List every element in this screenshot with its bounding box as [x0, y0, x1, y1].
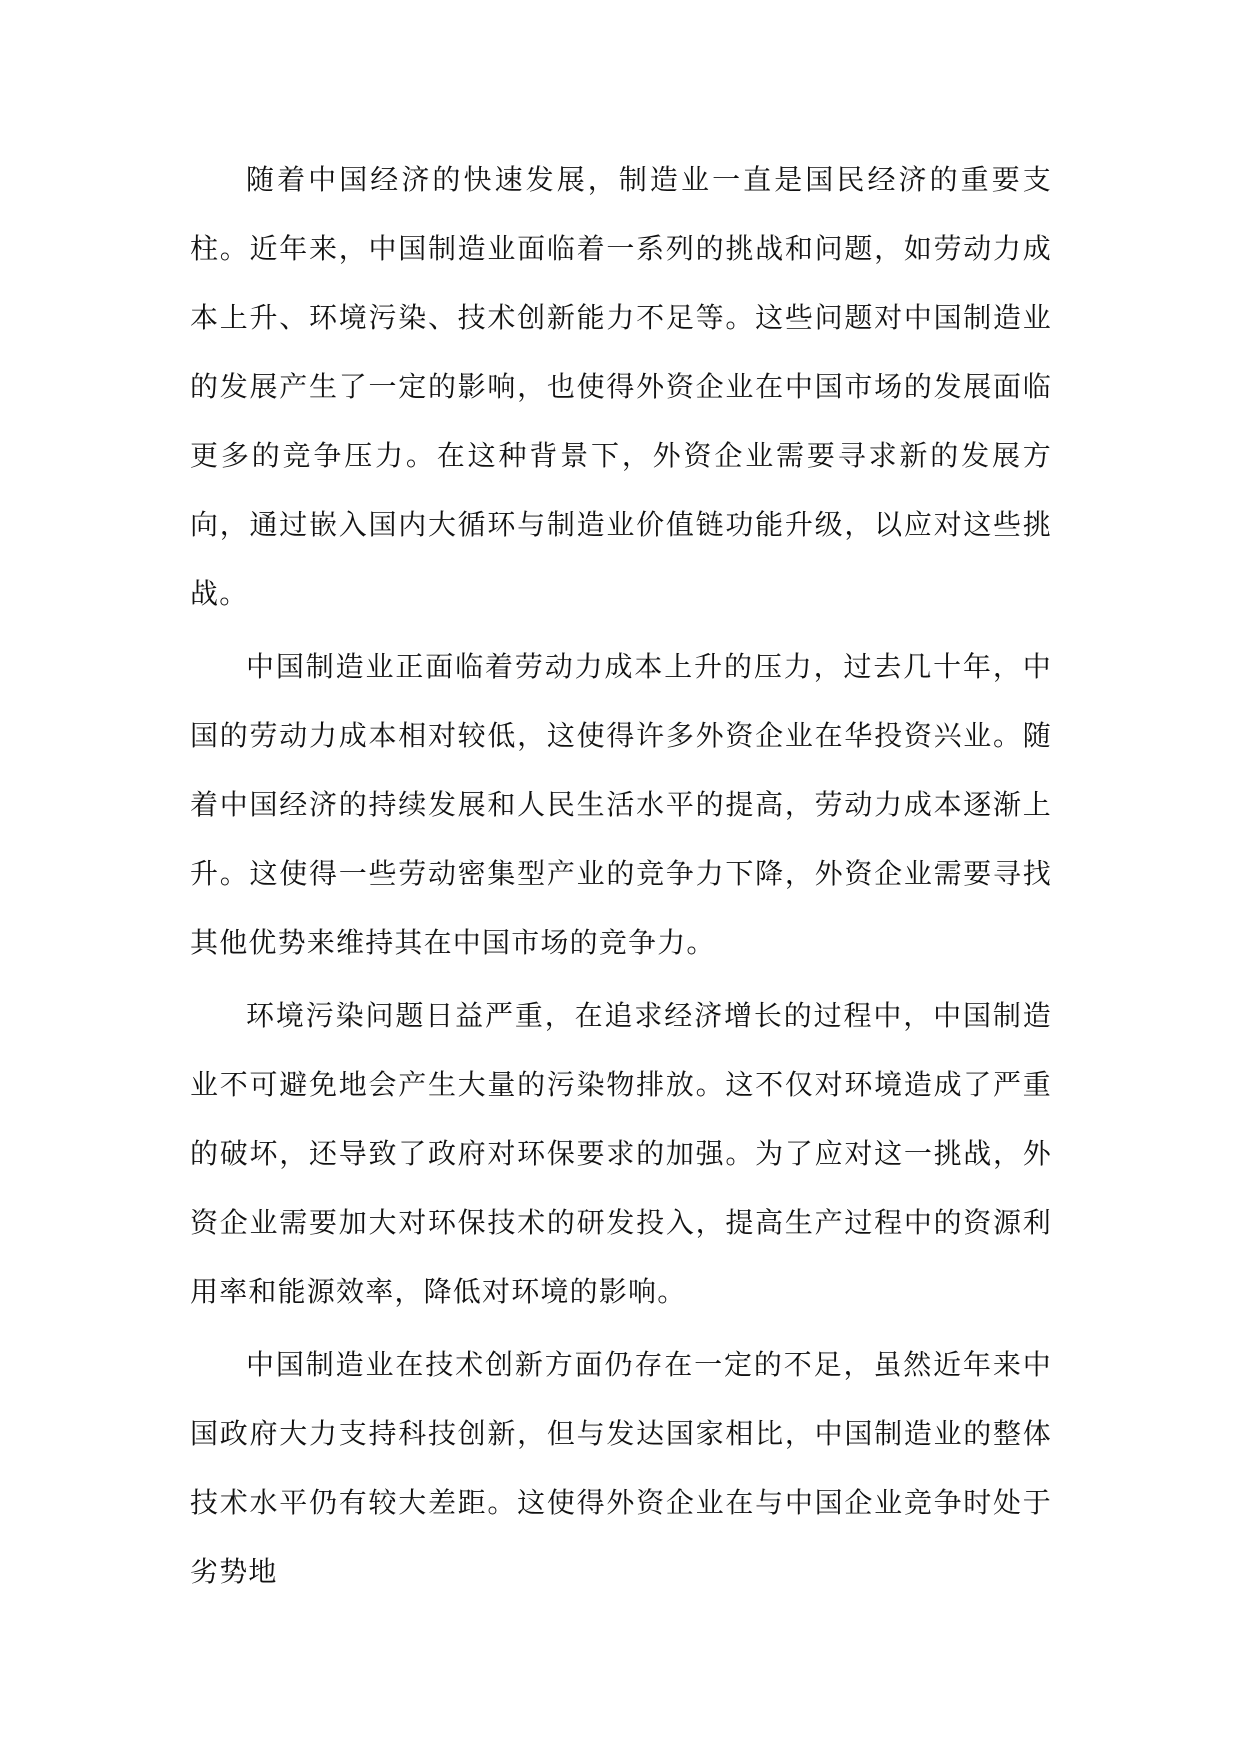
paragraph-2: 中国制造业正面临着劳动力成本上升的压力，过去几十年，中国的劳动力成本相对较低，这使得许多外资企业在华投资兴业。随着中国经济的持续发展和人民生活水平的提高，劳动力成本逐渐上升。这使得一些劳动密集型产业的竞争力下降，外资企业需要寻找其他优势来维持其在中国市场的竞争力。	[190, 650, 1052, 959]
paragraph-1: 随着中国经济的快速发展，制造业一直是国民经济的重要支柱。近年来，中国制造业面临着一系列的挑战和问题，如劳动力成本上升、环境污染、技术创新能力不足等。这些问题对中国制造业的发展产生了一定的影响，也使得外资企业在中国市场的发展面临更多的竞争压力。在这种背景下，外资企业需要寻求新的发展方向，通过嵌入国内大循环与制造业价值链功能升级，以应对这些挑战。	[190, 163, 1052, 610]
paragraph-4: 中国制造业在技术创新方面仍存在一定的不足，虽然近年来中国政府大力支持科技创新，但与发达国家相比，中国制造业的整体技术水平仍有较大差距。这使得外资企业在与中国企业竞争时处于劣势地	[190, 1348, 1052, 1588]
document-body	[190, 145, 1052, 1606]
paragraph-3: 环境污染问题日益严重，在追求经济增长的过程中，中国制造业不可避免地会产生大量的污染物排放。这不仅对环境造成了严重的破坏，还导致了政府对环保要求的加强。为了应对这一挑战，外资企业需要加大对环保技术的研发投入，提高生产过程中的资源利用率和能源效率，降低对环境的影响。	[190, 999, 1052, 1308]
